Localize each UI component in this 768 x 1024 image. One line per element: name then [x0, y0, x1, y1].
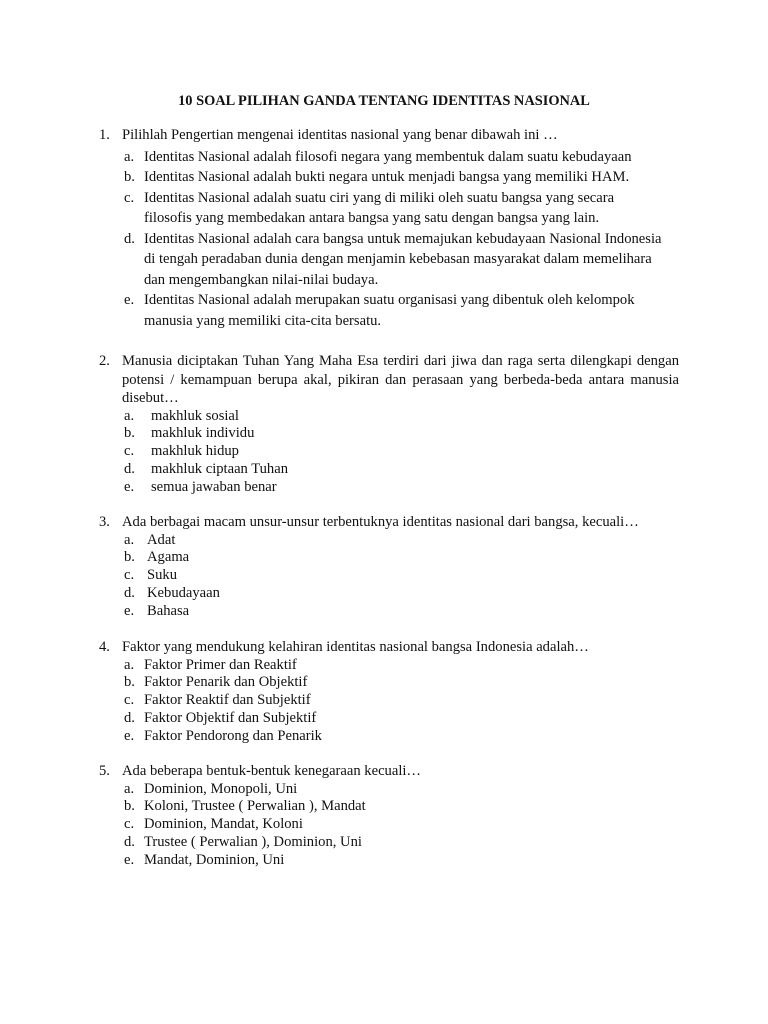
option-letter: c.: [124, 692, 135, 709]
option-text: Trustee ( Perwalian ), Dominion, Uni: [144, 834, 362, 851]
option-d: [99, 834, 679, 852]
option-c: [99, 692, 679, 710]
option-letter: b.: [124, 169, 135, 185]
option-letter: e.: [124, 479, 135, 496]
option-letter: b.: [124, 549, 135, 566]
option-c: [99, 188, 679, 229]
option-e: [99, 728, 679, 746]
option-list: [99, 781, 679, 871]
question-3: [99, 513, 679, 621]
option-letter: a.: [124, 780, 135, 797]
option-letter: d.: [124, 710, 135, 727]
option-e: [99, 479, 679, 497]
option-letter: a.: [124, 656, 135, 673]
option-letter: a.: [124, 148, 135, 165]
option-letter: a.: [124, 531, 135, 548]
option-a: [99, 781, 679, 799]
option-text: makhluk hidup: [151, 443, 239, 460]
question-stem: [99, 762, 679, 781]
question-number: 2.: [99, 353, 110, 369]
option-text: Identitas Nasional adalah merupakan suatu organisasi yang dibentuk oleh kelompok manusia yang memiliki cita-cita bersatu.: [144, 292, 635, 329]
page-title: 10 SOAL PILIHAN GANDA TENTANG IDENTITAS NASIONAL: [178, 93, 590, 109]
option-letter: d.: [124, 585, 135, 602]
option-text: Faktor Penarik dan Objektif: [144, 674, 308, 691]
question-text: Faktor yang mendukung kelahiran identitas nasional bangsa Indonesia adalah…: [122, 639, 589, 655]
option-text: makhluk individu: [151, 425, 255, 442]
option-letter: d.: [124, 230, 135, 247]
option-letter: e.: [124, 292, 135, 308]
option-c: [99, 816, 679, 834]
question-text: Ada beberapa bentuk-bentuk kenegaraan kecuali…: [122, 763, 422, 779]
option-text: semua jawaban benar: [151, 479, 277, 496]
option-a: [99, 408, 679, 426]
option-letter: e.: [124, 728, 135, 745]
option-b: [99, 798, 679, 816]
question-text: Pilihlah Pengertian mengenai identitas nasional yang benar dibawah ini …: [122, 127, 558, 143]
option-text: Mandat, Dominion, Uni: [144, 852, 285, 869]
option-a: [99, 657, 679, 675]
option-d: [99, 229, 679, 291]
option-d: [99, 461, 679, 479]
option-letter: c.: [124, 189, 135, 206]
option-text: Koloni, Trustee ( Perwalian ), Mandat: [144, 798, 366, 815]
option-text: Suku: [147, 567, 178, 584]
option-text: Bahasa: [147, 603, 190, 620]
option-d: [99, 710, 679, 728]
option-text: Adat: [147, 531, 176, 548]
question-stem: [99, 513, 679, 532]
option-e: [99, 290, 679, 331]
option-list: [99, 532, 679, 622]
option-text: Agama: [147, 549, 190, 566]
option-letter: c.: [124, 816, 135, 833]
option-d: [99, 585, 679, 603]
option-a: [99, 147, 679, 168]
option-letter: d.: [124, 834, 135, 851]
option-text: Faktor Objektif dan Subjektif: [144, 710, 317, 727]
option-e: [99, 603, 679, 621]
option-c: [99, 443, 679, 461]
question-4: [99, 638, 679, 746]
question-5: [99, 762, 679, 870]
option-text: Kebudayaan: [147, 585, 220, 602]
option-text: Faktor Primer dan Reaktif: [144, 656, 297, 673]
question-number: 1.: [99, 127, 110, 143]
option-letter: c.: [124, 567, 135, 584]
question-1: [99, 126, 679, 331]
question-stem: [99, 126, 679, 145]
option-text: Identitas Nasional adalah suatu ciri yang di miliki oleh suatu bangsa yang secara filosofis yang membedakan antara bangsa yang satu dengan bangsa yang lain.: [144, 189, 615, 226]
question-number: 4.: [99, 639, 110, 655]
option-letter: e.: [124, 603, 135, 620]
option-letter: b.: [124, 425, 135, 442]
question-2: [99, 352, 679, 497]
option-a: [99, 532, 679, 550]
option-text: Identitas Nasional adalah bukti negara untuk menjadi bangsa yang memiliki HAM.: [144, 169, 630, 185]
option-list: [99, 147, 679, 332]
option-e: [99, 852, 679, 870]
option-letter: d.: [124, 461, 135, 478]
option-letter: b.: [124, 674, 135, 691]
option-text: Dominion, Monopoli, Uni: [144, 780, 298, 797]
option-text: Faktor Reaktif dan Subjektif: [144, 692, 311, 709]
option-letter: a.: [124, 407, 135, 424]
option-text: Identitas Nasional adalah filosofi negara yang membentuk dalam suatu kebudayaan: [144, 148, 632, 165]
option-text: Identitas Nasional adalah cara bangsa untuk memajukan kebudayaan Nasional Indonesia di tengah peradaban dunia dengan menjamin kebebasan masyarakat dalam memelihara dan mengembangkan nilai-nilai budaya.: [144, 230, 662, 288]
option-c: [99, 567, 679, 585]
option-text: Dominion, Mandat, Koloni: [144, 816, 303, 833]
option-letter: c.: [124, 443, 135, 460]
option-list: [99, 657, 679, 747]
question-text: Ada berbagai macam unsur-unsur terbentuknya identitas nasional dari bangsa, kecuali…: [122, 514, 639, 530]
option-letter: b.: [124, 798, 135, 815]
question-stem: [99, 638, 679, 657]
option-b: [99, 167, 679, 188]
question-text: Manusia diciptakan Tuhan Yang Maha Esa terdiri dari jiwa dan raga serta dilengkapi dengan potensi / kemampuan berupa akal, pikiran dan perasaan yang berbeda-beda antara manusia disebut…: [122, 353, 679, 406]
option-letter: e.: [124, 852, 135, 869]
question-number: 5.: [99, 763, 110, 779]
option-b: [99, 549, 679, 567]
option-text: Faktor Pendorong dan Penarik: [144, 728, 322, 745]
question-stem: [99, 352, 679, 408]
option-text: makhluk ciptaan Tuhan: [151, 461, 289, 478]
option-b: [99, 425, 679, 443]
option-b: [99, 674, 679, 692]
question-number: 3.: [99, 514, 110, 530]
option-list: [99, 408, 679, 498]
option-text: makhluk sosial: [151, 407, 239, 424]
